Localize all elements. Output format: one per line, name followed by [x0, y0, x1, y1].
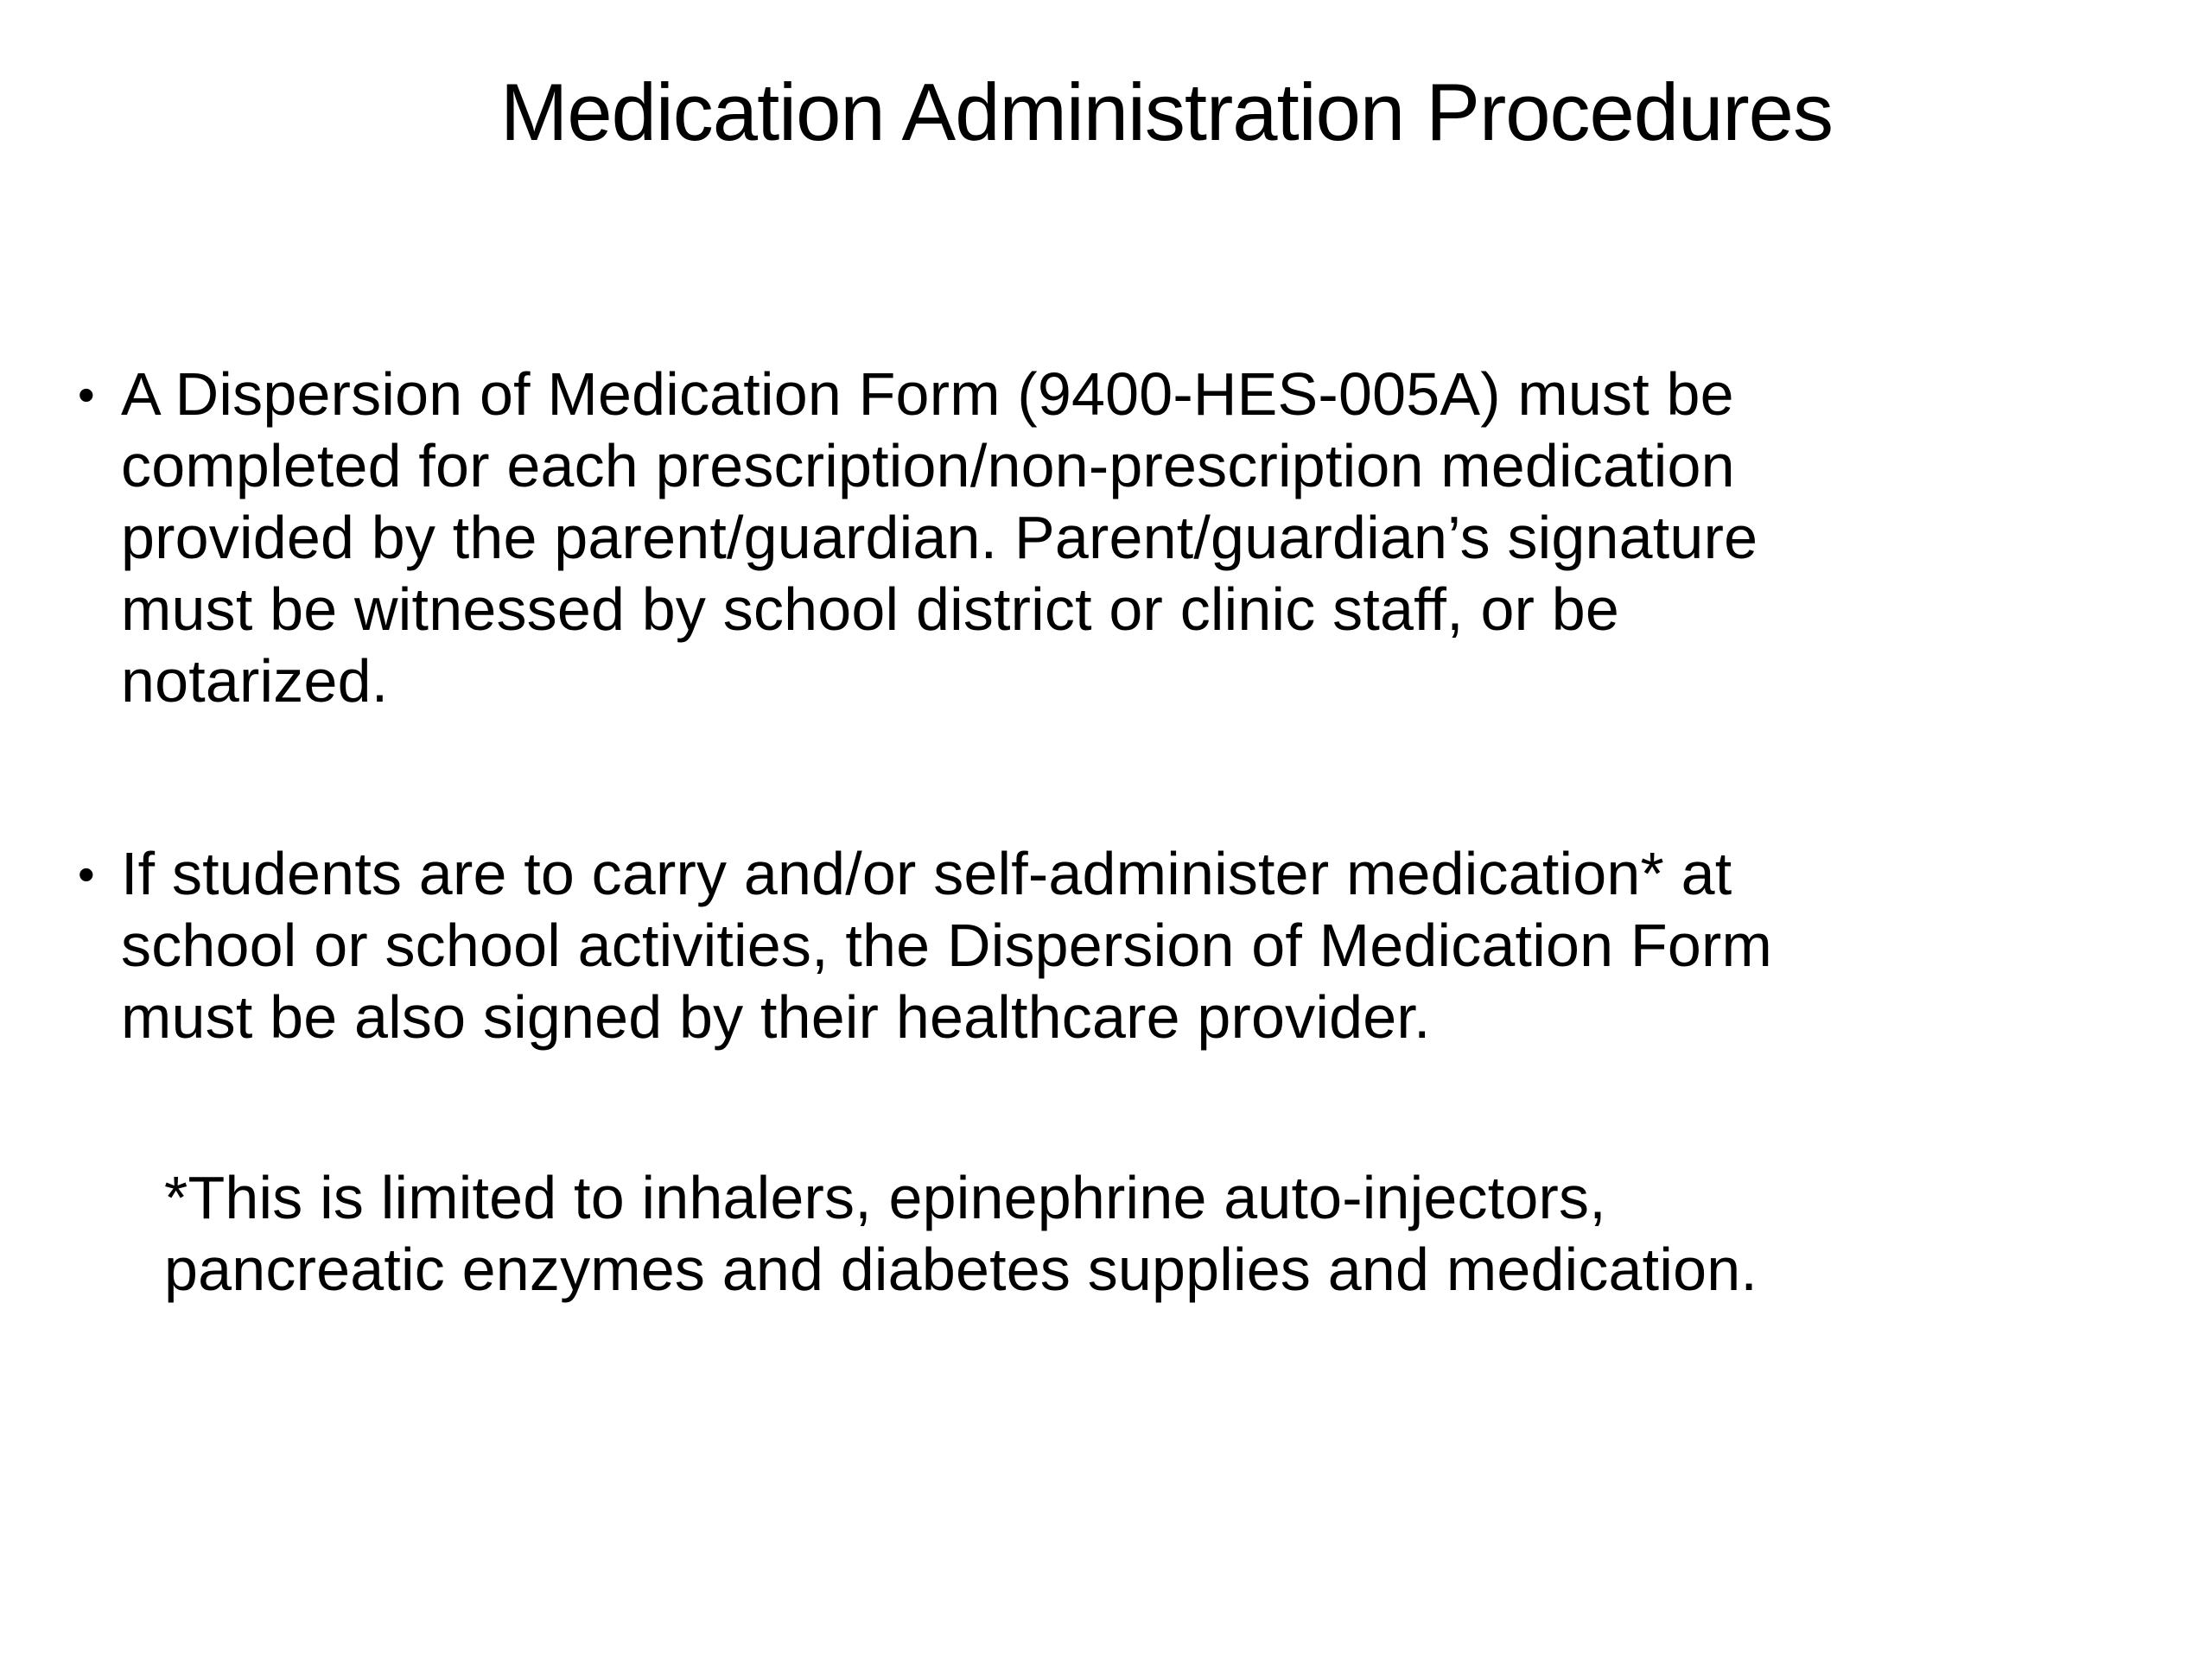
bullet-text: A Dispersion of Medication Form (9400-HES-005A) must be completed for each prescription/non-prescription medication provided by the parent/guardian. Parent/guardian’s signature must be witnessed by school district or clinic staff, or be notarized. [121, 360, 1758, 715]
bullet-item-self-administer [78, 838, 2048, 1053]
bullet-list [78, 359, 2048, 1053]
bullet-text: If students are to carry and/or self-administer medication* at school or school activities, the Dispersion of Medication Form must be also signed by their healthcare provider. [121, 840, 1772, 1051]
bullet-item-form-requirement [78, 359, 2048, 717]
bullet-marker-icon: • [78, 367, 95, 422]
footnote: *This is limited to inhalers, epinephrine auto-injectors, pancreatic enzymes and diabetes supplies and medication. [164, 1164, 1758, 1303]
bullet-marker-icon: • [78, 847, 95, 901]
slide-title: Medication Administration Procedures [500, 67, 1833, 157]
